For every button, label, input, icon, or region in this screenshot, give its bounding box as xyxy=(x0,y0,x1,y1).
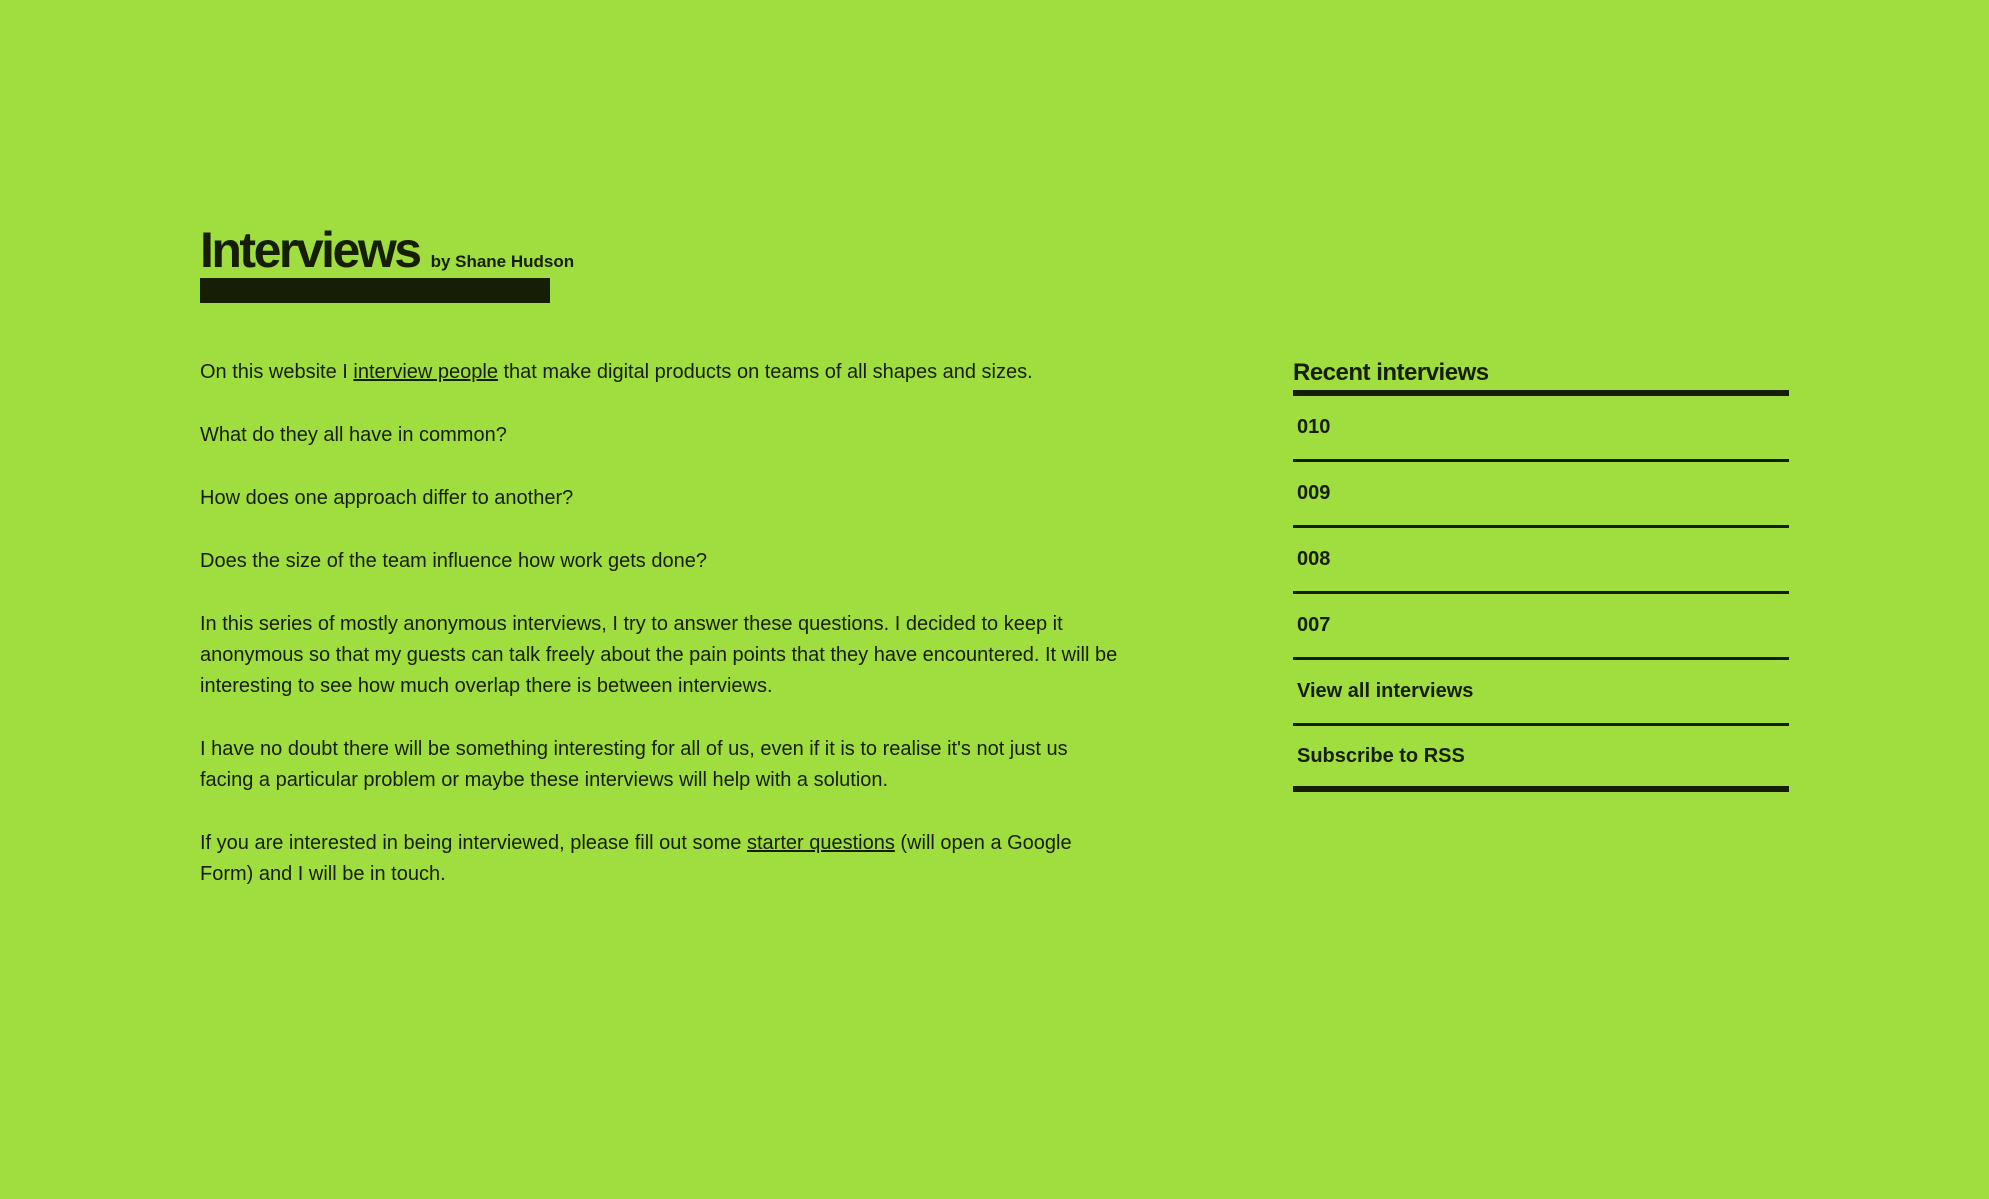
intro-paragraph-5: In this series of mostly anonymous interviews, I try to answer these questions. I decided to keep it anonymous so that my guests can talk freely about the pain points that they have encountered. It will be interesting to see how much overlap there is between interviews. xyxy=(200,613,1118,697)
sidebar-item-view-all xyxy=(1293,660,1789,726)
intro-content xyxy=(200,357,1120,922)
site-header xyxy=(200,222,574,303)
intro-text: that make digital products on teams of all shapes and sizes. xyxy=(497,361,1033,383)
site-title[interactable]: Interviews xyxy=(200,222,420,278)
title-row xyxy=(200,222,574,278)
intro-paragraph-7 xyxy=(200,828,1120,890)
view-all-interviews-link[interactable]: View all interviews xyxy=(1297,680,1474,702)
sidebar-item-007 xyxy=(1293,594,1789,660)
interview-people-link[interactable]: interview people xyxy=(353,361,498,383)
sidebar-item-009 xyxy=(1293,462,1789,528)
intro-text: (will open a Google Form) and I will be in touch. xyxy=(200,832,1072,885)
intro-paragraph-2: What do they all have in common? xyxy=(200,424,507,446)
title-underline-bar xyxy=(200,278,550,303)
intro-paragraph-1 xyxy=(200,357,1120,388)
sidebar-heading: Recent interviews xyxy=(1293,358,1789,396)
intro-text: On this website I xyxy=(200,361,354,383)
intro-paragraph-6: I have no doubt there will be something interesting for all of us, even if it is to realise it's not just us facing a particular problem or maybe these interviews will help with a solution. xyxy=(200,738,1068,791)
recent-interviews-sidebar xyxy=(1293,358,1789,792)
byline: by Shane Hudson xyxy=(430,252,575,271)
sidebar-list xyxy=(1293,396,1789,792)
intro-paragraph-4: Does the size of the team influence how work gets done? xyxy=(200,550,707,572)
interview-008-link[interactable]: 008 xyxy=(1297,548,1331,570)
starter-questions-link[interactable]: starter questions xyxy=(746,832,895,854)
interview-010-link[interactable]: 010 xyxy=(1297,416,1331,438)
sidebar-item-rss xyxy=(1293,726,1789,792)
intro-paragraph-3: How does one approach differ to another? xyxy=(200,487,574,509)
subscribe-rss-link[interactable]: Subscribe to RSS xyxy=(1297,744,1465,767)
intro-text: If you are interested in being interviewed, please fill out some xyxy=(200,832,747,854)
sidebar-item-010 xyxy=(1293,396,1789,462)
interview-007-link[interactable]: 007 xyxy=(1297,614,1331,636)
sidebar-item-008 xyxy=(1293,528,1789,594)
interview-009-link[interactable]: 009 xyxy=(1297,482,1331,504)
